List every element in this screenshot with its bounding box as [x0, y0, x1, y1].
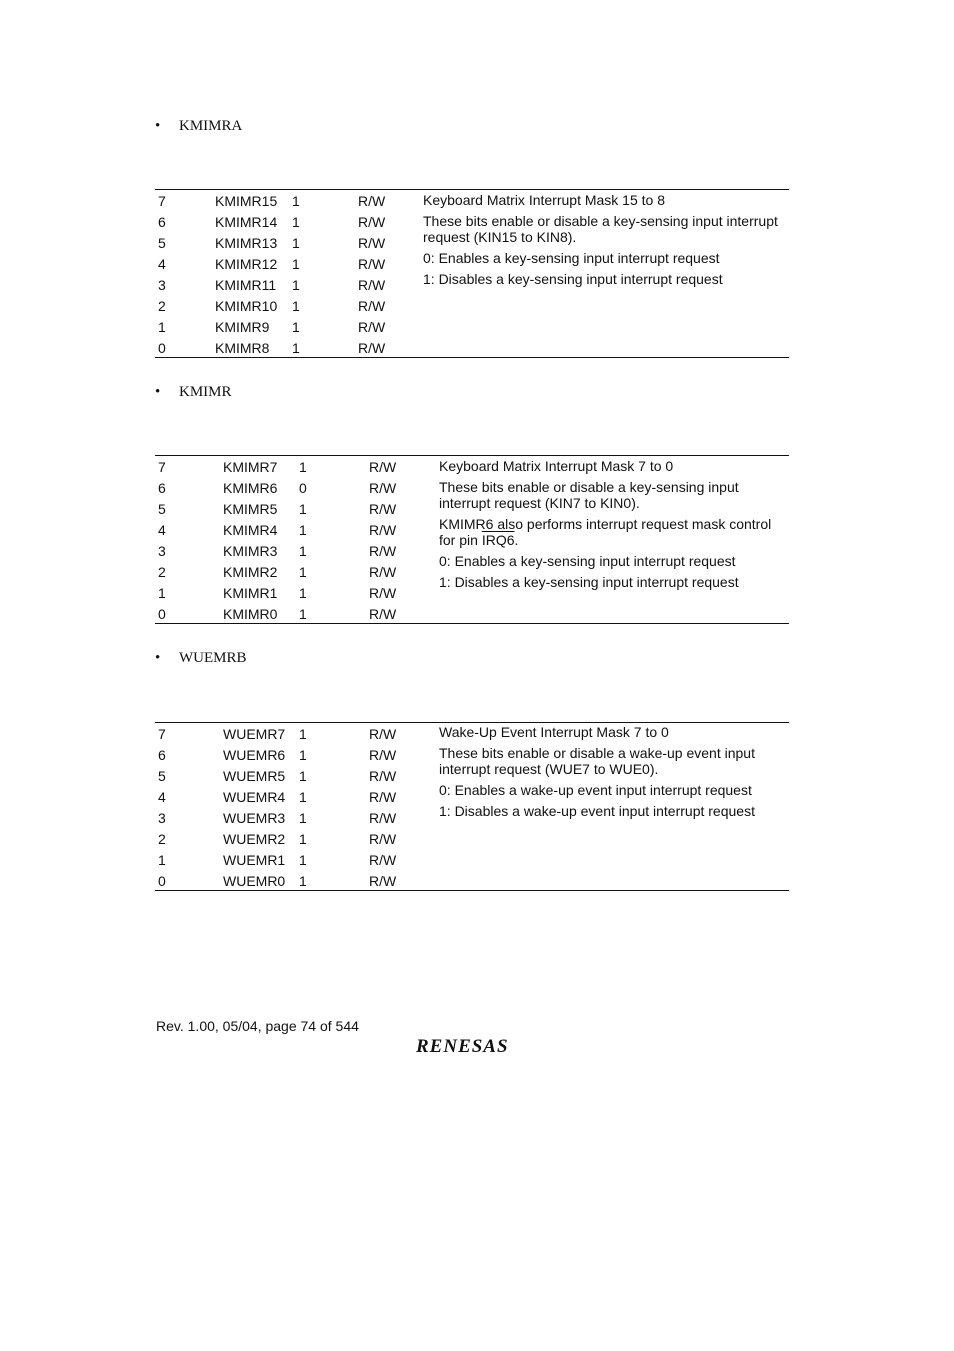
initial-value: 1 — [299, 543, 307, 559]
section-title-kmimr — [155, 384, 232, 401]
bit-name: KMIMR1 — [223, 585, 278, 601]
section-title-text: KMIMRA — [179, 118, 243, 134]
register-table-kmimra — [155, 189, 789, 359]
read-write: R/W — [369, 564, 397, 580]
description-value-1: 1: Disables a key-sensing input interrupt request — [439, 574, 739, 590]
read-write: R/W — [369, 480, 397, 496]
bit-number: 3 — [158, 543, 166, 559]
bit-name: KMIMR0 — [223, 606, 278, 622]
bit-name: WUEMR3 — [223, 810, 286, 826]
description-title: Keyboard Matrix Interrupt Mask 15 to 8 — [423, 192, 665, 208]
read-write: R/W — [369, 789, 397, 805]
table-top-rule — [155, 722, 789, 723]
read-write: R/W — [369, 459, 397, 475]
bit-name: KMIMR4 — [223, 522, 278, 538]
section-title-text: WUEMRB — [179, 650, 247, 666]
read-write: R/W — [369, 726, 397, 742]
table-bottom-rule — [155, 890, 789, 891]
bit-number: 7 — [158, 193, 166, 209]
read-write: R/W — [369, 810, 397, 826]
bit-number: 5 — [158, 235, 166, 251]
initial-value: 1 — [299, 459, 307, 475]
bit-name: KMIMR15 — [215, 193, 278, 209]
initial-value: 1 — [292, 256, 300, 272]
bit-number: 6 — [158, 214, 166, 230]
read-write: R/W — [369, 747, 397, 763]
bit-name: KMIMR13 — [215, 235, 278, 251]
bit-number: 3 — [158, 277, 166, 293]
bit-number: 5 — [158, 768, 166, 784]
bit-number: 4 — [158, 789, 166, 805]
bit-name: WUEMR2 — [223, 831, 286, 847]
read-write: R/W — [369, 606, 397, 622]
description-value-0: 0: Enables a key-sensing input interrupt request — [439, 553, 736, 569]
description-text: These bits enable or disable a key-sensing input interrupt request (KIN15 to KIN8). — [423, 213, 778, 245]
initial-value: 1 — [299, 501, 307, 517]
bit-number: 2 — [158, 564, 166, 580]
bit-name: KMIMR3 — [223, 543, 278, 559]
bit-name: KMIMR2 — [223, 564, 278, 580]
initial-value: 1 — [299, 873, 307, 889]
initial-value: 1 — [299, 585, 307, 601]
initial-value: 1 — [299, 522, 307, 538]
read-write: R/W — [369, 585, 397, 601]
description-value-1: 1: Disables a key-sensing input interrupt request — [423, 271, 723, 287]
field-description — [439, 724, 789, 819]
bullet-icon: • — [155, 650, 161, 666]
bit-number: 2 — [158, 298, 166, 314]
field-description — [439, 458, 789, 590]
bit-number: 6 — [158, 747, 166, 763]
bit-number: 2 — [158, 831, 166, 847]
description-value-0: 0: Enables a key-sensing input interrupt request — [423, 250, 720, 266]
bullet-icon: • — [155, 384, 161, 400]
logo-wordmark: RENESAS — [416, 1036, 509, 1057]
initial-value: 1 — [292, 319, 300, 335]
description-text: These bits enable or disable a wake-up event input interrupt request (WUE7 to WUE0). — [439, 745, 755, 777]
bit-number: 7 — [158, 726, 166, 742]
irq-note-text: KMIMR6 also performs interrupt request mask control for pin — [439, 516, 772, 548]
bit-name: KMIMR6 — [223, 480, 278, 496]
bit-number: 4 — [158, 522, 166, 538]
section-title-wuemrb — [155, 650, 247, 667]
initial-value: 1 — [299, 747, 307, 763]
renesas-logo-icon — [414, 1034, 534, 1058]
bit-name: KMIMR12 — [215, 256, 278, 272]
initial-value: 1 — [299, 606, 307, 622]
irq-pin-name: IRQ6 — [481, 532, 515, 548]
initial-value: 1 — [299, 852, 307, 868]
initial-value: 1 — [292, 340, 300, 356]
description-title: Wake-Up Event Interrupt Mask 7 to 0 — [439, 724, 669, 740]
read-write: R/W — [358, 214, 386, 230]
read-write: R/W — [358, 193, 386, 209]
read-write: R/W — [358, 298, 386, 314]
bit-number: 1 — [158, 319, 166, 335]
read-write: R/W — [358, 277, 386, 293]
bit-number: 4 — [158, 256, 166, 272]
initial-value: 1 — [299, 768, 307, 784]
register-table-wuemrb — [155, 722, 789, 892]
bit-name: KMIMR8 — [215, 340, 270, 356]
bit-name: WUEMR6 — [223, 747, 286, 763]
page-footer-revision: Rev. 1.00, 05/04, page 74 of 544 — [156, 1018, 359, 1034]
read-write: R/W — [369, 852, 397, 868]
field-description — [423, 192, 783, 287]
irq-note-suffix: . — [514, 532, 519, 548]
read-write: R/W — [358, 319, 386, 335]
initial-value: 1 — [292, 277, 300, 293]
initial-value: 1 — [299, 564, 307, 580]
bit-name: KMIMR14 — [215, 214, 278, 230]
initial-value: 1 — [292, 298, 300, 314]
description-text: These bits enable or disable a key-sensing input interrupt request (KIN7 to KIN0). — [439, 479, 739, 511]
bit-name: WUEMR5 — [223, 768, 286, 784]
bit-number: 0 — [158, 873, 166, 889]
bit-name: WUEMR1 — [223, 852, 286, 868]
bit-number: 1 — [158, 585, 166, 601]
section-title-kmimra — [155, 118, 242, 135]
read-write: R/W — [369, 543, 397, 559]
table-top-rule — [155, 455, 789, 456]
read-write: R/W — [369, 831, 397, 847]
initial-value: 1 — [299, 726, 307, 742]
bit-number: 0 — [158, 606, 166, 622]
read-write: R/W — [358, 256, 386, 272]
description-irq-note — [439, 516, 789, 548]
initial-value: 0 — [299, 480, 307, 496]
bit-name: KMIMR9 — [215, 319, 270, 335]
bit-name: KMIMR5 — [223, 501, 278, 517]
bit-number: 1 — [158, 852, 166, 868]
description-value-0: 0: Enables a wake-up event input interrupt request — [439, 782, 752, 798]
bit-name: WUEMR0 — [223, 873, 286, 889]
bit-name: KMIMR11 — [215, 277, 277, 293]
bullet-icon: • — [155, 118, 161, 134]
table-bottom-rule — [155, 357, 789, 358]
bit-number: 6 — [158, 480, 166, 496]
table-top-rule — [155, 189, 789, 190]
initial-value: 1 — [292, 193, 300, 209]
table-bottom-rule — [155, 623, 789, 624]
register-table-kmimr — [155, 455, 789, 625]
bit-number: 3 — [158, 810, 166, 826]
renesas-logo — [414, 1034, 534, 1063]
initial-value: 1 — [292, 235, 300, 251]
read-write: R/W — [358, 235, 386, 251]
read-write: R/W — [369, 501, 397, 517]
bit-name: KMIMR7 — [223, 459, 278, 475]
bit-number: 5 — [158, 501, 166, 517]
initial-value: 1 — [292, 214, 300, 230]
bit-number: 0 — [158, 340, 166, 356]
read-write: R/W — [369, 768, 397, 784]
read-write: R/W — [369, 522, 397, 538]
description-value-1: 1: Disables a wake-up event input interrupt request — [439, 803, 755, 819]
initial-value: 1 — [299, 831, 307, 847]
bit-number: 7 — [158, 459, 166, 475]
read-write: R/W — [369, 873, 397, 889]
description-title: Keyboard Matrix Interrupt Mask 7 to 0 — [439, 458, 674, 474]
bit-name: WUEMR4 — [223, 789, 286, 805]
initial-value: 1 — [299, 789, 307, 805]
section-title-text: KMIMR — [179, 384, 232, 400]
bit-name: KMIMR10 — [215, 298, 278, 314]
bit-name: WUEMR7 — [223, 726, 286, 742]
initial-value: 1 — [299, 810, 307, 826]
read-write: R/W — [358, 340, 386, 356]
